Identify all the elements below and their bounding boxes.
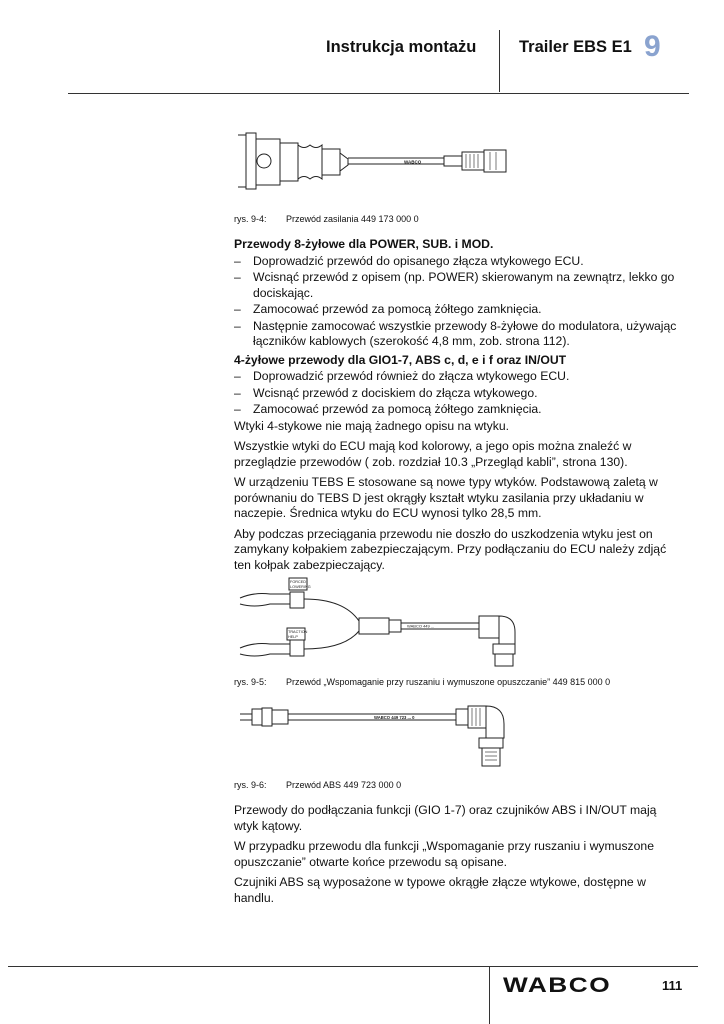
list-item: – Doprowadzić przewód również do złącza wtykowego ECU. <box>234 369 684 385</box>
figure-cable-print: WABCO 449 ... <box>407 623 435 629</box>
figure-power-cable-print: WABCO <box>404 159 422 165</box>
header-right-title: Trailer EBS E1 <box>519 38 632 56</box>
section-heading: Przewody 8-żyłowe dla POWER, SUB. i MOD. <box>234 237 494 251</box>
paragraph: Czujniki ABS są wyposażone w typowe okrągłe złącze wtykowe, dostępne w handlu. <box>234 875 646 905</box>
section-list <box>234 369 684 418</box>
figure-label: rys. 9-4: <box>234 214 267 224</box>
figure-traction-help-cable <box>234 572 534 672</box>
list-item: – Następnie zamocować wszystkie przewody 8-żyłowe do modulatora, używając łączników kablowych (szerokość 4,8 mm, zob. strona 112). <box>234 319 684 350</box>
paragraph: Przewody do podłączania funkcji (GIO 1-7) oraz czujników ABS i IN/OUT mają wtyk kątowy. <box>234 803 657 833</box>
list-item: – Doprowadzić przewód do opisanego złącza wtykowego ECU. <box>234 254 684 270</box>
figure-caption-text: Przewód ABS 449 723 000 0 <box>286 780 402 790</box>
figure-label: rys. 9-6: <box>234 780 267 790</box>
list-item: – Zamocować przewód za pomocą żółtego zamknięcia. <box>234 302 684 318</box>
figure-tag-label: LOWERING <box>290 585 311 589</box>
figure-tag-label: HELP <box>288 635 298 639</box>
section-heading: 4-żyłowe przewody dla GIO1-7, ABS c, d, e i f oraz IN/OUT <box>234 352 567 367</box>
paragraph: W urządzeniu TEBS E stosowane są nowe typy wtyków. Podstawową zaletą w porównaniu do TEBS D jest okrągły kształt wtyku zasilania przy układaniu w naczepie. Średnica wtyku do ECU wynosi tylko 28,5 mm. <box>234 475 658 520</box>
figure-caption-text: Przewód „Wspomaganie przy ruszaniu i wymuszone opuszczanie” 449 815 000 0 <box>286 677 611 687</box>
note: Wtyki 4-stykowe nie mają żadnego opisu na wtyku. <box>234 418 510 433</box>
wabco-logo: WABCO <box>503 974 612 997</box>
figure-caption <box>234 214 419 224</box>
figure-caption <box>234 780 401 790</box>
figure-abs-cable <box>234 700 534 775</box>
chapter-number: 9 <box>644 30 661 63</box>
figure-power-cable <box>234 125 534 205</box>
list-item: – Wcisnąć przewód z opisem (np. POWER) skierowanym na zewnątrz, lekko go dociskając. <box>234 270 684 301</box>
section-list <box>234 254 684 350</box>
header-rule <box>68 93 689 94</box>
header-left-title: Instrukcja montażu <box>326 38 477 56</box>
list-item: – Wcisnąć przewód z dociskiem do złącza wtykowego. <box>234 386 684 402</box>
page-number: 111 <box>662 978 683 993</box>
figure-cable-print: WABCO 449 723 ... 0 <box>374 715 415 720</box>
footer-divider <box>489 966 490 1024</box>
figure-caption-text: Przewód zasilania 449 173 000 0 <box>286 214 419 224</box>
paragraph: W przypadku przewodu dla funkcji „Wspomaganie przy ruszaniu i wymuszone opuszczanie” otwarte końce przewodu są opisane. <box>234 839 654 869</box>
closing-text <box>234 803 684 911</box>
list-item: – Zamocować przewód za pomocą żółtego zamknięcia. <box>234 402 684 418</box>
figure-tag-label: TRACTION <box>288 630 308 634</box>
figure-caption <box>234 677 610 687</box>
figure-label: rys. 9-5: <box>234 677 267 687</box>
figure-tag-label: FORCED <box>290 580 307 584</box>
paragraph: Aby podczas przeciągania przewodu nie doszło do uszkodzenia wtyku jest on zamykany kołpakiem zabezpieczającym. Przy podłączaniu do ECU należy zdjąć ten kołpak zabezpieczający. <box>234 526 667 572</box>
instructions-text <box>234 237 684 578</box>
paragraph: Wszystkie wtyki do ECU mają kod kolorowy, a jego opis można znaleźć w przeglądzie przewodów ( zob. rozdział 10.3 „Przegląd kabli”, strona 130). <box>234 439 632 469</box>
header-divider <box>499 30 500 92</box>
footer-rule <box>8 966 698 967</box>
